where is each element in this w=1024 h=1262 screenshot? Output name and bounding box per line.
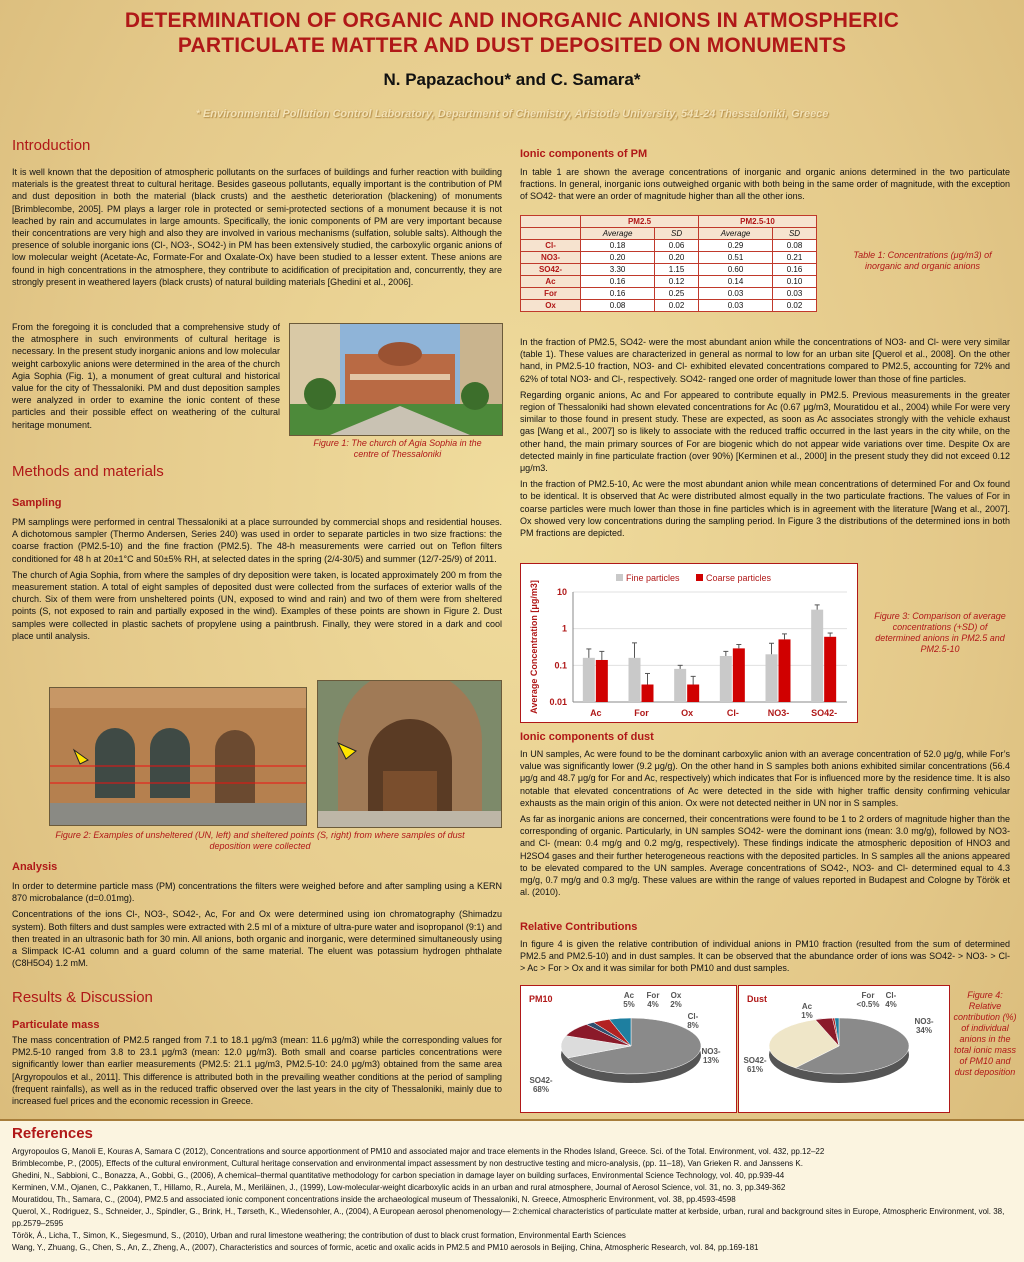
table-cell: 0.02 <box>773 300 817 312</box>
table-cell: 0.03 <box>699 288 773 300</box>
pie-label: NO3-13% <box>701 1047 721 1065</box>
table-group-pm25: PM2.5 <box>581 216 699 228</box>
reference-item: Brimblecombe, P., (2005), Effects of the cultural environment, Cultural heritage conservation and environmental impact assessment by non destructive testing and micro-analysis, (pp. 11–18), Van Grieken R. and Janssens K. <box>12 1159 803 1168</box>
authors: N. Papazachou* and C. Samara* <box>383 70 641 89</box>
y-tick-label: 0.01 <box>549 697 567 707</box>
relative-heading: Relative Contributions <box>520 921 638 933</box>
analysis-heading: Analysis <box>12 861 58 873</box>
legend-label: Fine particles <box>626 573 680 583</box>
table-cell: 0.02 <box>655 300 699 312</box>
table-cell: 1.15 <box>655 264 699 276</box>
table-cell: 0.29 <box>699 240 773 252</box>
ion-label: For <box>521 288 581 300</box>
table-cell: 0.16 <box>581 276 655 288</box>
fig1-caption: Figure 1: The church of Agia Sophia in the centre of Thessaloniki <box>313 438 482 459</box>
relative-text: In figure 4 is given the relative contribution of individual anions in PM10 fraction (resulted from the sum of determined PM2.5 and PM2.5-10) and in dust samples. It can be observed that the abundance order of ions was SO42- > NO3- > Cl- > Ac > For > Ox and it was similar for both PM10 and dust samples. <box>520 939 1010 974</box>
table-cell: 0.10 <box>773 276 817 288</box>
x-tick-label: SO42- <box>811 708 838 718</box>
table-row <box>521 252 817 264</box>
fig3-bar-chart <box>521 564 857 722</box>
pm10-pie-chart <box>521 986 736 1112</box>
pie-title: PM10 <box>529 994 553 1004</box>
fig3-caption: Figure 3: Comparison of average concentrations (+SD) of determined anions in PM2.5 and PM2.5-10 <box>874 611 1006 654</box>
dust-pie-box <box>738 985 950 1113</box>
table-group-pm2510: PM2.5-10 <box>699 216 817 228</box>
table-cell: 0.51 <box>699 252 773 264</box>
dust-pie-chart <box>739 986 949 1112</box>
table-cell: 0.16 <box>581 288 655 300</box>
ionic-dust-heading: Ionic components of dust <box>520 731 654 743</box>
table-row <box>521 240 817 252</box>
anion-table <box>520 215 817 312</box>
bar-fine-particles <box>629 658 641 702</box>
y-tick-label: 10 <box>556 587 567 597</box>
pm10-pie-box <box>520 985 737 1113</box>
reference-item: Argyropoulos G, Manoli E, Kouras A, Samara C (2012), Concentrations and source apportionment of PM10 and associated major and trace elements in the Rhodes Island, Greece. Sci. of the Total. Environment, vol. 432, pp.12–22 <box>12 1147 825 1156</box>
bar-coarse-particles <box>687 685 699 702</box>
table-cell: 0.20 <box>581 252 655 264</box>
ion-label: SO42- <box>521 264 581 276</box>
x-tick-label: Ac <box>590 708 602 718</box>
methods-heading: Methods and materials <box>12 463 164 480</box>
unsheltered-photo <box>49 687 307 826</box>
pie-label: Ac 5% <box>623 991 635 1009</box>
bar-fine-particles <box>583 658 595 702</box>
table-cell: 0.03 <box>773 288 817 300</box>
references-list <box>12 1146 1012 1254</box>
intro-p2: From the foregoing it is concluded that a comprehensive study of the atmosphere in such environments of cultural heritage is necessary. In the present study inorganic anions and low molecular weight carboxylic anions were determined in the area of the church Agia Sophia (Fig. 1), a monument of great cultural and historical value for the city of Thessaloniki. PM and dust deposition samples were analyzed in order to examine the ionic content of these particles and their possible effect on weathering of the cultural heritage monument. <box>12 322 280 430</box>
reference-item: Wang, Y., Zhuang, G., Chen, S., An, Z., Zheng, A., (2007), Characteristics and sources of formic, acetic and oxalic acids in PM2.5 and PM10 aerosols in Beijing, China, Atmospheric Research, vol. 84, pp.169-181 <box>12 1243 759 1252</box>
ion-label: Ac <box>521 276 581 288</box>
sampling-heading: Sampling <box>12 497 62 509</box>
reference-item: Ghedini, N., Sabbioni, C., Bonazza, A., Gobbi, G., (2006), A chemical–thermal quantitative methodology for carbon speciation in damage layer on building surfaces, Environmental Science Technology, vol. 40, pp.939-44 <box>12 1171 785 1180</box>
ion-label: NO3- <box>521 252 581 264</box>
bar-fine-particles <box>766 654 778 702</box>
table-row <box>521 264 817 276</box>
pie-label: SO42-61% <box>743 1056 767 1074</box>
pie-label: SO42-68% <box>529 1076 553 1094</box>
table-cell: 0.12 <box>655 276 699 288</box>
table-subheader: Average <box>699 228 773 240</box>
results-p1: The mass concentration of PM2.5 ranged from 7.1 to 18.1 μg/m3 (mean: 11.6 μg/m3) while the corresponding values for PM2.5-10 ranged from 3.8 to 23.1 μg/m3 (mean: 12.0 μg/m3). Both small and coarse particles concentrations were significantly lower than earlier measurements (PM2.5: 21.1 μg/m3, PM2.5-10: 24.0 μg/m3) obtained from the same area [Argyropoulos et al., 2011]. This difference is attributed both in the prevailing weather conditions at the period of sampling (frequent rainfalls), as well as in the reduced traffic observed over the last years in the city of Thessaloniki, mainly due to increased fuel prices and the economic recession in Greece. <box>12 1035 502 1107</box>
fig4-caption: Figure 4: Relative contribution (%) of individual anions in the total ionic mass of PM10 and dust deposition <box>953 990 1017 1077</box>
table-row <box>521 288 817 300</box>
legend-swatch <box>616 574 623 581</box>
table-cell: 3.30 <box>581 264 655 276</box>
bar-coarse-particles <box>779 639 791 702</box>
y-axis-label: Average Concentration [μg/m3] <box>529 580 539 714</box>
pie-title: Dust <box>747 994 767 1004</box>
bar-coarse-particles <box>596 660 608 702</box>
ionic-pm-p1: In table 1 are shown the average concentrations of inorganic and organic anions determined in the two particulate fractions. In general, inorganic ions outweighed organic with both being in the same order of magnitude, with the exception of SO42- that were an order of magnitude higher than all the other ions. <box>520 167 1010 202</box>
fig2-caption: Figure 2: Examples of unsheltered (UN, left) and sheltered points (S, right) from where samples of dust deposition were collected <box>55 830 465 851</box>
table-cell: 0.25 <box>655 288 699 300</box>
table-subheader: SD <box>655 228 699 240</box>
affiliation: * Environmental Pollution Control Laboratory, Department of Chemistry, Aristotle University, 541-24 Thessaloniki, Greece <box>195 108 829 120</box>
y-tick-label: 0.1 <box>554 660 567 671</box>
legend-swatch <box>696 574 703 581</box>
pie-label: Cl-8% <box>687 1012 699 1030</box>
pie-label: For <0.5% <box>856 991 880 1009</box>
table-subheader: SD <box>773 228 817 240</box>
pie-label: Cl-4% <box>885 991 897 1009</box>
sheltered-photo <box>317 680 502 828</box>
pie-label: Ox 2% <box>670 991 682 1009</box>
table-cell: 0.08 <box>773 240 817 252</box>
pie-label: Ac 1% <box>801 1002 813 1020</box>
references-heading: References <box>12 1125 93 1142</box>
reference-item: Mouratidou, Th., Samara, C., (2004), PM2.5 and associated ionic component concentrations inside the archaeological museum of Thessaloniki, N. Greece, Atmospheric Environment, vol. 38, pp.4593-4598 <box>12 1195 736 1204</box>
fig3-chart-box <box>520 563 858 723</box>
ion-label: Ox <box>521 300 581 312</box>
particulate-mass-heading: Particulate mass <box>12 1019 100 1031</box>
ionic-pm-text: In the fraction of PM2.5, SO42- were the most abundant anion while the concentrations of NO3- and Cl- were very similar (table 1). These values are characterized in general as normal to low for an urban site [Querol et al., 2008]. On the other hand, in PM2.5-10 fraction, NO3- and Cl- exhibited elevated concentrations compared to PM2.5, accounting for 72% and 62% of total NO3- and Cl-, respectively. SO42- ranged one order of magnitude lower than those of fine particles. Regarding organic anions, Ac and For appeared to contribute equally in PM2.5. Previous measurements in the greater region of Thessaloniki had shown elevated concentrations for Ac (0.67 μg/m3, Mouratidou et al., 2004) while For were very similar to those found in present study. These are expected, as soon as Ac associates strongly with the vehicle exhaust gas [Wang et al., 2007] so is likely to associate with the reduced traffic occurred in the last years in the city while, on the other hand, the main primary sources of For are biogenic which do not appear wide variations over time. Despite Ox are detected mainly in fine particulate fraction (over 90%) [Kerminen et al., 2000] in the present study they did not exceed 0.12 μg/m3. In the fraction of PM2.5-10, Ac were the most abundant anion while mean concentrations of determined For and Ox found to be identical. It is observed that Ac were distributed almost equally in the two particulate fractions. The values of For in coarse particles were much lower than those in fine particles which is in agreement with the literature [Wang et al., 2007]. Ox showed very low concentrations during the sampling period. In Figure 3 the distributions of the determined ions in both PM fractions are depicted. <box>520 337 1010 539</box>
ionic-dust-text: In UN samples, Ac were found to be the dominant carboxylic anion with an average concentration of 52.0 μg/g, while For’s value was significantly lower (9.2 μg/g). On the other hand in S samples both anions exhibited similar concentrations (56.4 μg/g and 48.7 μg/g for For and Ac, respectively) which indicates that For is influenced more by the residence time. It is also notable that elevated concentrations of Ac were detected in the side with higher traffic density confirming vehicular exhausts as the main origin of this anion. Ox were not detected neither in UN nor in S samples. As far as inorganic anions are concerned, their concentrations were found to be 1 to 2 orders of magnitude higher than the corresponding of organic. Particularly, in UN samples SO42- were the dominant ions (mean: 3.0 mg/g), followed by NO3- and Cl- (mean: 0.4 mg/g and 0.2 mg/g, respectively). These findings indicate the atmospheric deposition of HNO3 and H2SO4 gases and their further heterogeneous reactions with the deposited particles. In S samples all the anions appeared to be elevated compared to the UN samples. Average concentrations of SO42-, NO3- and Cl- determined equal to 4.3 mg/g, 0.7 mg/g and 0.3 mg/g. These values are within the range of values reported in Budapest and Cologne by Török et al. (2010). <box>520 749 1010 898</box>
x-tick-label: NO3- <box>767 708 790 718</box>
table-cell: 0.03 <box>699 300 773 312</box>
ion-label: Cl- <box>521 240 581 252</box>
intro-heading: Introduction <box>12 137 91 154</box>
bar-coarse-particles <box>733 648 745 702</box>
x-tick-label: Cl- <box>726 708 739 718</box>
bar-coarse-particles <box>642 685 654 702</box>
x-tick-label: For <box>634 708 649 718</box>
table-cell: 0.16 <box>773 264 817 276</box>
references-section <box>0 1119 1024 1262</box>
reference-item: Kerminen, V.M., Ojanen, C., Pakkanen, T., Hillamo, R., Aurela, M., Meriläinen, J., (1999), Low-molecular-weight dicarboxylic acids in an urban and rural atmosphere, Journal of Aerosol Science, vol. 31, no. 3, pp.349-362 <box>12 1183 786 1192</box>
table-row <box>521 300 817 312</box>
bar-fine-particles <box>720 656 732 702</box>
table-cell: 0.60 <box>699 264 773 276</box>
church-photo <box>289 323 503 436</box>
y-tick-label: 1 <box>561 623 567 634</box>
methods-p1: PM samplings were performed in central Thessaloniki at a place surrounded by commercial shops and residential houses. A dichotomous sampler (Thermo Andersen, Series 240) was used in order to separate particles in two size fractions: the coarse fraction (PM2.5-10) and the fine fraction (PM2.5). The 48-h measurements were carried out on Teflon filters conditioned for 48 h at 20±1°C and 50±5% RH, at selected dates in the spring (2/4-30/5) and summer (12/7-25/9) of 2011. The church of Agia Sophia, from where the samples of dry deposition were taken, is located approximately 200 m from the measurement station. A total of eight samples of deposited dust were collected from the surfaces of exterior walls of the church. Six of them were from unsheltered points (UN, exposed to wind and rain) and two of them were from sheltered points (S, not exposed to rain and partially exposed in the wind). Examples of these points are shown in Figure 2. Dust samples were collected in plastic sachets of propylene using a paintbrush. Finally, they were stored in a dark and cool place until analysis. <box>12 517 502 641</box>
ionic-pm-heading: Ionic components of PM <box>520 148 648 160</box>
table-cell: 0.21 <box>773 252 817 264</box>
reference-item: Török, Á., Licha, T., Simon, K., Siegesmund, S., (2010), Urban and rural limestone weathering; the contribution of dust to black crust formation, Environmental Earth Sciences <box>12 1231 626 1240</box>
bar-coarse-particles <box>824 637 836 702</box>
table-cell: 0.14 <box>699 276 773 288</box>
analysis-text: In order to determine particle mass (PM) concentrations the filters were weighed before and after sampling using a KERN 870 microbalance (d=0.01mg). Concentrations of the ions Cl-, NO3-, SO42-, Ac, For and Ox were determined using ion chromatography (Shimadzu system). Both filters and dust samples were extracted with 2.5 ml of a mixture of ultra-pure water and isopropanol (9:1) and then treated in an ultrasonic bath for 30 min. All anions, both organic and inorganic, were determined simultaneously using a Slimpack IC-A1 column and a guard column of the same material. The eluent was potassium hydrogen phthalate (C8H5O4) 1.2 mM. <box>12 881 502 969</box>
legend-label: Coarse particles <box>706 573 772 583</box>
intro-p1: It is well known that the deposition of atmospheric pollutants on the surfaces of buildings and furher reaction with building materials is the greatest threat to cultural heritage. Besides gaseous pollutants, equally important is the contribution of PM and dust deposition in both the material (black crusts) and the aesthetic deterioration (blackening) of monuments [Brimblecombe, 2005]. PM plays a larger role in protected or semi-protected sections of a monument because it is not leached by rain and accumulates in large amounts. Specifically, the ionic components of PM are very important because their concentrations are very high and also they are involved in various mechanisms (sulfation, soluble salts). Although the presence of soluble inorganic ions (Cl-, NO3-, SO42-) in PM has been extensively studied, the carboxylic organic anions of low molecular weight (Acetate-Ac, Formate-For and Oxalate-Ox) have been studied to a lesser extent. These anions are found in high concentrations in the atmosphere, they contribute to acidification of precipitation and, concurrently, they are strongly present in weathered layers (black crusts) of natural building materials [Ghedini et al., 2006]. <box>12 167 502 287</box>
table-cell: 0.08 <box>581 300 655 312</box>
table1-caption: Table 1: Concentrations (μg/m3) of inorganic and organic anions <box>853 250 992 271</box>
reference-item: Querol, X., Rodriguez, S., Schneider, J., Spindler, G., Brink, H., Tørseth, K., Wiedensohler, A., (2004), A European aerosol phenomenology— 2:chemical characteristics of particulate matter at kerbside, urban, rural and background sites in Europe, Atmospheric Environment, vol. 38, pp.2579–2595 <box>12 1207 1005 1228</box>
pie-label: For 4% <box>646 991 660 1009</box>
pie-label: NO3-34% <box>914 1017 934 1035</box>
x-tick-label: Ox <box>681 708 694 718</box>
table-cell: 0.20 <box>655 252 699 264</box>
results-heading: Results & Discussion <box>12 989 153 1006</box>
table-subheader-blank <box>521 228 581 240</box>
table-row <box>521 276 817 288</box>
table-corner <box>521 216 581 228</box>
table-cell: 0.18 <box>581 240 655 252</box>
table-subheader: Average <box>581 228 655 240</box>
poster-title: DETERMINATION OF ORGANIC AND INORGANIC ANIONS IN ATMOSPHERIC PARTICULATE MATTER AND DUST DEPOSITED ON MONUMENTS <box>124 9 900 57</box>
bar-fine-particles <box>811 610 823 702</box>
bar-fine-particles <box>674 669 686 702</box>
table-cell: 0.06 <box>655 240 699 252</box>
